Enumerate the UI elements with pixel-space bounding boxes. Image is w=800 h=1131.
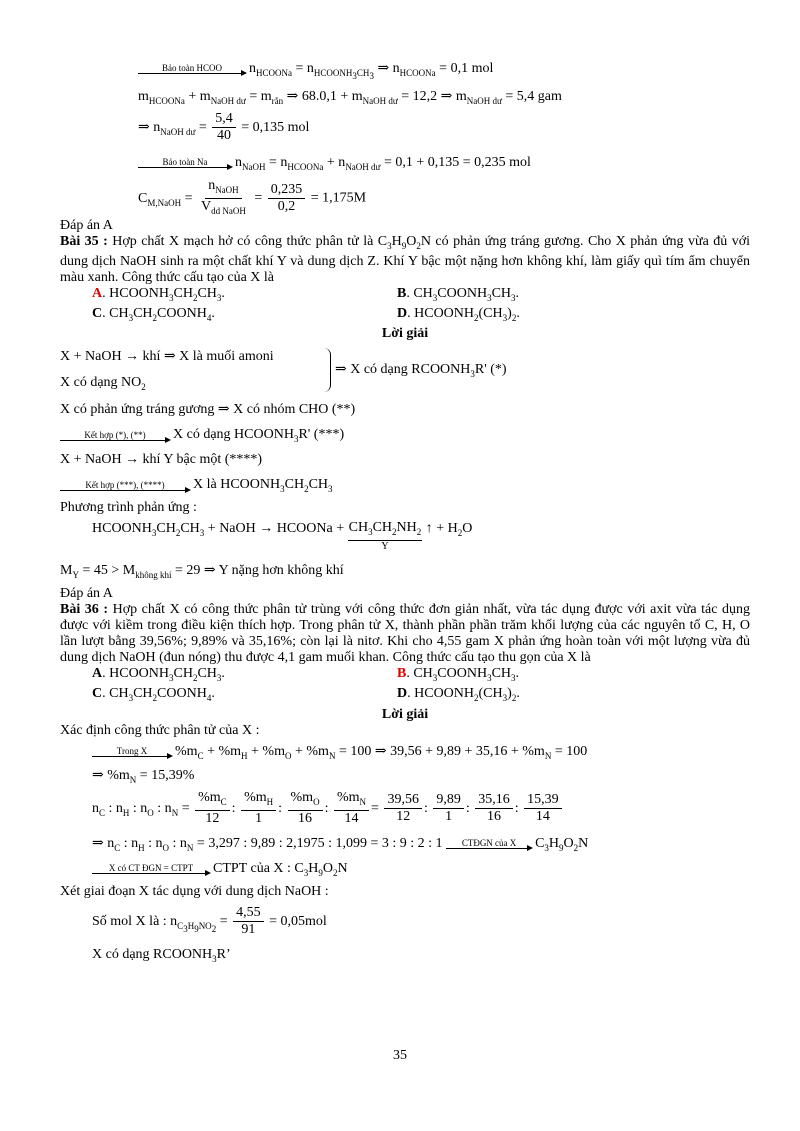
text-segment: = 0,05mol <box>269 913 327 929</box>
text-segment: $V_{dd NaOH}$ <box>201 198 246 216</box>
text-segment: $M_Y = 45 > M_{không khí} = 29$ ⇒ Y nặng hơn không khí <box>60 563 344 581</box>
text-segment: 14 <box>344 811 359 827</box>
text-segment: . $CH_3CH_2COONH_4$. <box>102 305 215 323</box>
fraction <box>233 905 264 938</box>
text-segment: ⇒ X có dạng $RCOONH_3R'$ (*) <box>335 362 507 380</box>
text-segment: ⇒ $\%m_N = 15,39\%$ <box>92 767 195 785</box>
text-segment: X có CT ĐGN = CTPT <box>108 863 194 874</box>
text-segment: 0,235 <box>268 182 306 199</box>
text-segment: X + NaOH → khí ⇒ X là muối amoni <box>60 349 274 365</box>
fraction <box>198 178 249 219</box>
text-segment: . $CH_3COONH_3CH_3$. <box>406 666 520 684</box>
text-segment: $CH_3CH_2NH_2$ <box>348 520 423 541</box>
text-segment: $\%m_O$ <box>288 790 323 811</box>
fraction <box>524 792 562 825</box>
reaction-arrow <box>138 63 246 74</box>
text-segment: 40 <box>217 128 232 144</box>
text-segment: 12 <box>205 811 220 827</box>
option-c: C. $CH_3CH_2COONH_4$. <box>92 686 215 703</box>
equation-line <box>92 858 750 880</box>
text-segment: Kết hợp (***), (****) <box>85 479 165 490</box>
text-segment: ⇒ $n_C$ : $n_H$ : $n_O$ : $n_N = 3,297$ : 9,89 : 2,1975 : 1,099 = 3 : 9 : 2 : 1 <box>92 835 443 853</box>
text-segment: . $HCOONH_2(CH_3)_2$. <box>407 686 520 703</box>
equation-line <box>138 58 750 80</box>
text-segment: $\%m_C + \%m_H + \%m_O + \%m_N = 100$ ⇒ $39,56 + 9,89 + 35,16 + \%m_N = 100$ <box>175 743 588 761</box>
fraction <box>268 182 306 215</box>
text-segment: 91 <box>241 922 256 938</box>
text-line: Phương trình phản ứng : <box>60 500 197 516</box>
fraction <box>475 792 513 825</box>
equation-line <box>138 152 750 174</box>
text-segment: . $CH_3CH_2COONH_4$. <box>102 686 215 703</box>
equation-line <box>138 108 750 148</box>
equation-line: $n_C$ : $n_H$ : $n_O$ : $n_N$ = $\frac{\%m_C}{12}$ : $\frac{\%m_H}{1}$ : $\frac{\%m_O}{16}$ : $\frac{\%m_N}{14}$ = $\frac{39,56}{12}$ : $\frac{9,89}{1}$ : $\frac{35,16}{16}$ : $\frac{15,39}{14}$ <box>92 789 750 829</box>
text-segment: 35,16 <box>475 792 513 809</box>
page-number: 35 <box>393 1048 407 1063</box>
equation-line <box>60 424 750 446</box>
text-segment: $\%m_N$ <box>334 790 369 811</box>
answer-line: Đáp án A <box>60 586 113 602</box>
text-segment: X là $HCOONH_3CH_2CH_3$ <box>193 477 333 495</box>
text-segment: Hợp chất X có công thức phân tử trùng với công thức đơn giản nhất, vừa tác dụng được với axit vừa tác dụng được với kiềm trong điều kiện thích hợp. Trong phân tử X, thành phần phần trăm khối lượng của các nguyên tố C, H, O lần lượt bằng 39,56%; 9,89% và 35,16%; còn lại là nitơ. Khi cho 4,55 gam X phản ứng hoàn toàn với một lượng vừa đủ dung dịch NaOH (đun nóng) thu được 4,1 gam muối khan. Công thức cấu tạo thu gọn của X là <box>60 602 751 666</box>
option-c: C. $CH_3CH_2COONH_4$. <box>92 305 215 323</box>
text-segment: 14 <box>535 809 550 825</box>
text-segment: $n_C$ : $n_H$ : $n_O$ : $n_N$ = <box>92 800 190 818</box>
text-segment: . $HCOONH_2(CH_3)_2$. <box>407 305 520 323</box>
text-segment: . $HCOONH_3CH_2CH_3$. <box>102 666 225 684</box>
equation-line <box>92 741 750 763</box>
reaction-arrow <box>446 838 532 849</box>
answer-line: Đáp án A <box>60 218 113 233</box>
answer-options <box>92 286 750 326</box>
text-segment: $\%m_H$ <box>241 790 276 811</box>
text-segment: $\%m_C$ <box>195 790 230 811</box>
option-b: B. $CH_3COONH_3CH_3$. <box>397 285 520 303</box>
text-segment: $HCOONH_3CH_2CH_3$ + NaOH → HCOONa + <box>92 521 345 539</box>
text-segment: $n_{NaOH} = n_{HCOONa} + n_{NaOH dư} = 0,1 + 0,135 = 0,235$ mol <box>235 155 531 172</box>
equation-line <box>92 902 750 942</box>
text-segment: $C_3H_9O_2N$ <box>535 835 589 853</box>
text-segment: 12 <box>396 809 411 825</box>
text-segment: 9,89 <box>433 792 464 809</box>
equation-line <box>138 86 750 108</box>
text-segment: 15,39 <box>524 792 562 809</box>
option-d: D. $HCOONH_2(CH_3)_2$. <box>397 686 520 703</box>
reaction-equation <box>92 520 750 558</box>
fraction <box>288 790 323 827</box>
question-35: Bài 35 : Hợp chất X mạch hở có công thức phân tử là $C_3H_9O_2N$ có phản ứng tráng gương. Cho X phản ứng vừa đủ với dung dịch NaOH sinh ra một chất khí Y và dung dịch Z. Khí Y bậc một nặng hơn không khí, làm giấy quì tím ẩm chuyển màu xanh. Công thức cấu tạo của X là <box>60 234 751 285</box>
question-36: Bài 36 : Hợp chất X có công thức phân tử trùng với công thức đơn giản nhất, vừa tác dụng được với axit vừa tác dụng được với kiềm trong điều kiện thích hợp. Trong phân tử X, thành phần phần trăm khối lượng của các nguyên tố C, H, O lần lượt bằng 39,56%; 9,89% và 35,16%; còn lại là nitơ. Khi cho 4,55 gam X phản ứng hoàn toàn với một lượng vừa đủ dung dịch NaOH (đun nóng) thu được 4,1 gam muối khan. Công thức cấu tạo thu gọn của X là <box>60 602 751 666</box>
text-segment: X + NaOH → khí Y bậc một (****) <box>60 452 263 468</box>
text-segment: . $CH_3COONH_3CH_3$. <box>406 285 520 303</box>
option-a: A. $HCOONH_3CH_2CH_3$. <box>92 666 225 684</box>
text-segment: $n_{HCOONa} = n_{HCOONH_3CH_3}$ ⇒ $n_{HCOONa} = 0,1$ mol <box>249 61 494 81</box>
underbrace: $CH_3CH_2NH_2$ Y <box>348 520 422 553</box>
reaction-arrow <box>60 480 190 491</box>
text-segment: Số mol X là : $n_{C_3H_9NO_2}$ = <box>92 913 228 934</box>
text-segment: 16 <box>298 811 313 827</box>
text-segment: = 1,175M <box>310 190 367 206</box>
text-segment: CTPT của X : $C_3H_9O_2N$ <box>213 860 348 878</box>
text-line: Xét giai đoạn X tác dụng với dung dịch NaOH : <box>60 883 329 899</box>
text-segment: ↑ + $H_2O$ <box>425 521 473 539</box>
text-segment: CTĐGN của X <box>461 838 517 849</box>
text-line: Xác định công thức phân tử của X : <box>60 722 260 738</box>
text-segment: Bảo toàn Na <box>162 157 208 168</box>
equation-line <box>92 833 750 855</box>
solution-heading: Lời giải <box>381 326 429 342</box>
equation-line <box>60 474 750 496</box>
fraction <box>384 792 422 825</box>
text-segment: 5,4 <box>212 111 236 128</box>
text-segment: $m_{HCOONa} + m_{NaOH dư} = m_{rắn}$ ⇒ $68.0,1 + m_{NaOH dư} = 12,2$ ⇒ $m_{NaOH dư} = 5,4$ gam <box>138 89 562 106</box>
reaction-arrow <box>92 746 172 757</box>
text-segment: Kết hợp (*), (**) <box>84 429 146 440</box>
text-segment: = 0,135 mol <box>241 120 310 135</box>
equation-line <box>92 944 750 966</box>
text-segment: Trong X <box>116 746 148 757</box>
solution-heading: Lời giải <box>381 706 429 722</box>
option-d: D. $HCOONH_2(CH_3)_2$. <box>397 305 520 323</box>
fraction <box>241 790 276 827</box>
text-segment: X có dạng $RCOONH_3R$’ <box>92 946 231 964</box>
reaction-arrow <box>92 863 210 874</box>
option-b: B. $CH_3COONH_3CH_3$. <box>397 666 520 684</box>
text-segment: 16 <box>486 809 501 825</box>
equation-line: $C_{M,NaOH}$ = $\frac{n_{NaOH}}{V_{dd NaOH}}$ = $\frac{0,235}{0,2}$ = 1,175M <box>138 178 750 218</box>
text-segment: $C_{M,NaOH}$ = <box>138 190 193 208</box>
fraction <box>433 792 464 825</box>
text-segment: 1 <box>255 811 263 827</box>
equation-line <box>60 560 750 582</box>
equation-line <box>60 399 750 421</box>
option-a: A. $HCOONH_3CH_2CH_3$. <box>92 285 225 303</box>
text-segment: Hợp chất X mạch hở có công thức phân tử là $C_3H_9O_2N$ có phản ứng tráng gương. Cho X phản ứng vừa đủ với dung dịch NaOH sinh ra một chất khí Y và dung dịch Z. Khí Y bậc một nặng hơn không khí, làm giấy quì tím ẩm chuyển màu xanh. Công thức cấu tạo của X là <box>60 234 751 285</box>
text-segment: $n_{NaOH}$ <box>205 178 242 199</box>
right-brace <box>322 348 331 392</box>
document-page <box>60 58 750 966</box>
text-segment: 0,2 <box>277 198 296 214</box>
fraction <box>195 790 230 827</box>
answer-options <box>92 666 750 706</box>
text-segment: X có phản ứng tráng gương ⇒ X có nhóm CHO (**) <box>60 402 356 418</box>
text-segment: 39,56 <box>384 792 422 809</box>
text-segment: 1 <box>445 809 453 825</box>
reaction-arrow <box>60 430 170 441</box>
fraction <box>212 111 236 144</box>
fraction <box>334 790 369 827</box>
equation-line <box>60 449 750 471</box>
text-segment: 4,55 <box>233 905 264 922</box>
equation-line <box>92 765 750 787</box>
text-segment: ⇒ $n_{NaOH dư}$ = <box>138 120 207 137</box>
brace-reasoning <box>60 346 750 396</box>
text-segment: X có dạng $HCOONH_3R'$ (***) <box>173 427 345 445</box>
text-segment: . $HCOONH_3CH_2CH_3$. <box>102 285 225 303</box>
reaction-arrow <box>138 157 232 168</box>
text-segment: X có dạng $NO_2$ <box>60 375 146 393</box>
text-segment: Bảo toàn HCOO <box>162 63 222 74</box>
